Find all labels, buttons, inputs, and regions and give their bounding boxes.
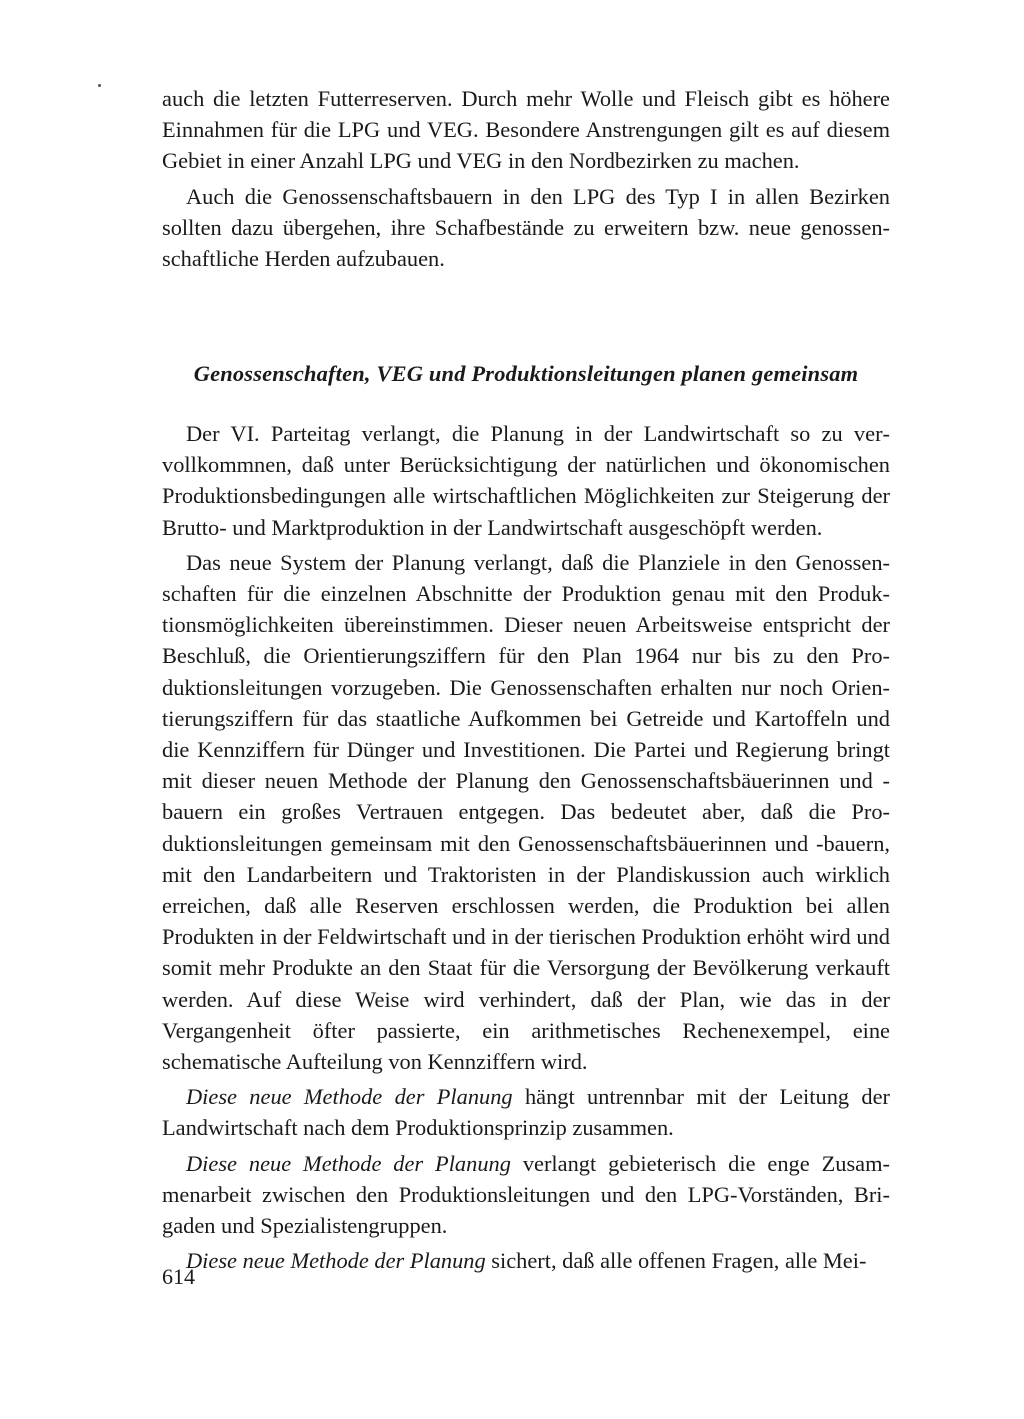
paragraph-method-open-questions xyxy=(162,1245,890,1276)
paragraph-method-production-principle xyxy=(162,1081,890,1143)
paragraph-continued: auch die letzten Futterreserven. Durch mehr Wolle und Fleisch gibt es höhere Einnahmen für die LPG und VEG. Besondere Anstrengungen gilt es auf diesem Gebiet in einer Anzahl LPG und VEG in den Nordbezirken zu machen. xyxy=(162,86,890,174)
paragraph-text: hängt untrennbar mit der Leitung der Landwirtschaft nach dem Produktionsprinzip zusammen. xyxy=(162,1084,890,1141)
section-body xyxy=(162,418,890,1276)
continued-text-block xyxy=(162,83,890,274)
emphasis-phrase: Diese neue Methode der Planung xyxy=(186,1150,511,1176)
margin-speck xyxy=(98,84,101,87)
emphasis-phrase: Diese neue Methode der Planung xyxy=(186,1248,486,1274)
paragraph-party-congress: Der VI. Parteitag verlangt, die Planung in der Landwirtschaft so zu vervollkommnen, daß unter Berücksichtigung der natürlichen und ökonomischen Produktionsbedingungen alle wirtschaftlichen Möglichkeiten zur Steigerung der Brutto- und Marktproduktion in der Landwirtschaft ausgeschöpft werden. xyxy=(162,421,890,540)
paragraph-sheep-herds: Auch die Genossenschaftsbauern in den LPG des Typ I in allen Bezirken sollten dazu übergehen, ihre Schafbestände zu erweitern bzw. neue genossenschaftliche Herden aufzubauen. xyxy=(162,183,890,272)
paragraph-text: verlangt gebieterisch die enge Zusammenarbeit zwischen den Produktionsleitungen und den LPG-Vorständen, Brigaden und Spezialistengruppen. xyxy=(162,1150,890,1239)
section-heading: Genossenschaften, VEG und Produktionsleitungen planen gemeinsam xyxy=(193,361,859,386)
paragraph-text: sichert, daß alle offenen Fragen, alle Mei- xyxy=(485,1248,867,1274)
paragraph-method-cooperation xyxy=(162,1148,890,1242)
page-number: 614 xyxy=(162,1264,195,1289)
paragraph-planning-system: Das neue System der Planung verlangt, daß die Planziele in den Genossenschaften für die einzelnen Abschnitte der Produktion genau mit den Produktionsmöglichkeiten übereinstimmen. Dieser neuen Arbeitsweise entspricht der Beschluß, die Orientierungsziffern für den Plan 1964 nur bis zu den Produktionsleitungen vorzugeben. Die Genossenschaften erhalten nur noch Orientierungsziffern für das staatliche Aufkommen bei Getreide und Kartoffeln und die Kennziffern für Dünger und Investitionen. Die Partei und Regierung bringt mit dieser neuen Methode der Planung den Genossenschaftsbäuerinnen und -bauern ein großes Vertrauen entgegen. Das bedeutet aber, daß die Produktionsleitungen gemeinsam mit den Genossenschaftsbäuerinnen und -bauern, mit den Landarbeitern und Traktoristen in der Plandiskussion auch wirklich erreichen, daß alle Reserven erschlossen werden, die Produktion bei allen Produkten in der Feldwirtschaft und in der tierischen Produktion erhöht wird und somit mehr Produkte an den Staat für die Versorgung der Bevölkerung verkauft werden. Auf diese Weise wird verhindert, daß der Plan, wie das in der Vergangenheit öfter passierte, ein arithmetisches Rechenexempel, eine schematische Aufteilung von Kennziffern wird. xyxy=(162,549,890,1075)
emphasis-phrase: Diese neue Methode der Planung xyxy=(186,1084,513,1110)
